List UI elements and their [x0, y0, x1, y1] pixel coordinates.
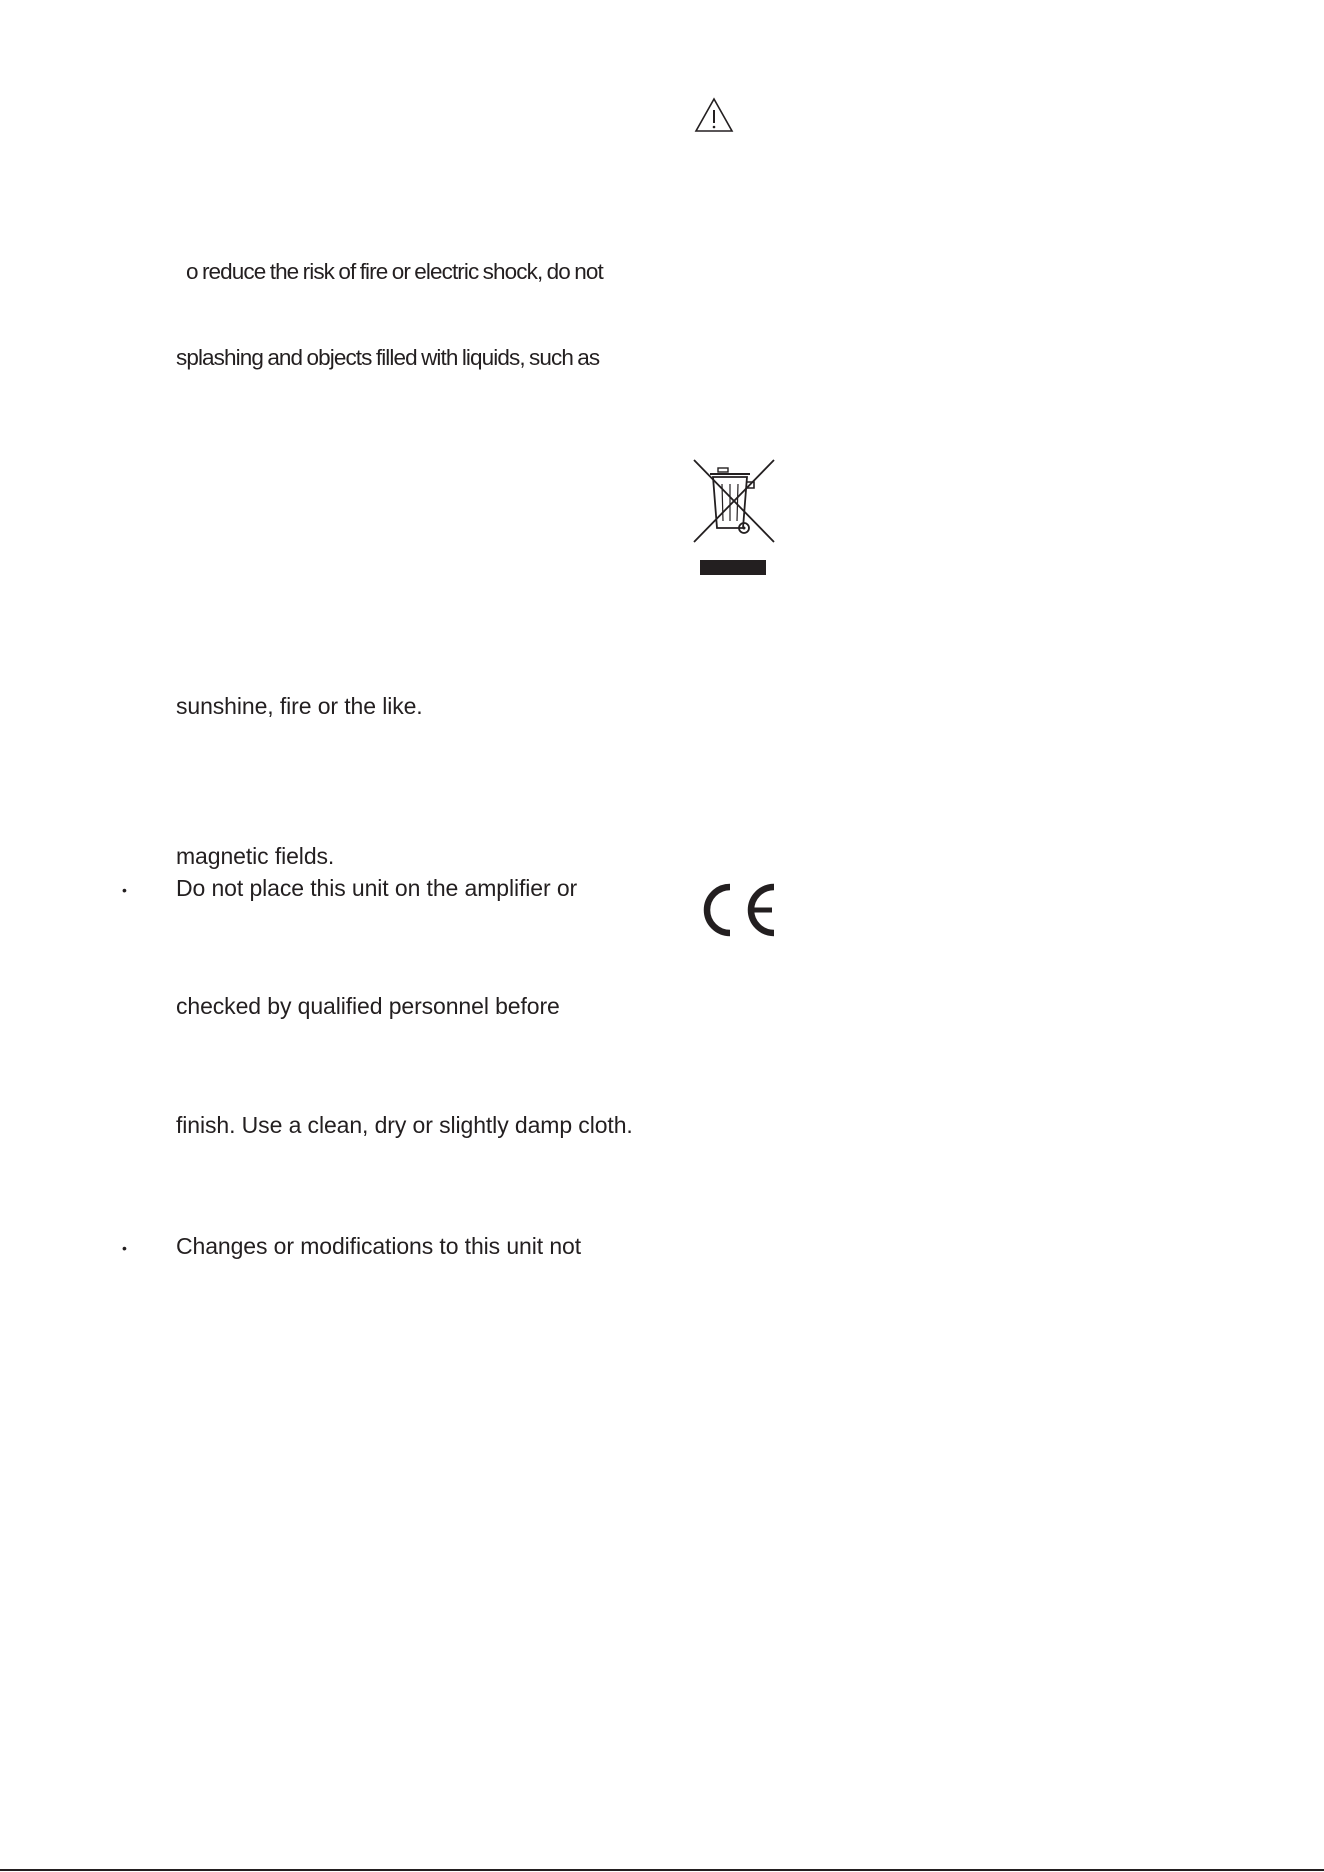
- bullet-marker: •: [122, 882, 127, 898]
- footer-rule: [0, 1869, 1324, 1871]
- text-line-magnetic-fields: magnetic fields.: [176, 843, 335, 869]
- crossed-out-wheelie-bin-icon: [692, 458, 780, 576]
- text-line-finish-cloth: finish. Use a clean, dry or slightly damp cloth.: [176, 1112, 633, 1138]
- text-line-fire-shock: o reduce the risk of fire or electric shock, do not: [186, 259, 603, 284]
- text-line-qualified-personnel: checked by qualified personnel before: [176, 993, 560, 1019]
- text-line-splashing: splashing and objects filled with liquids, such as: [176, 345, 600, 370]
- text-line-amplifier: Do not place this unit on the amplifier or: [176, 875, 578, 901]
- text-line-changes-modifications: Changes or modifications to this unit not: [176, 1233, 582, 1259]
- bullet-marker: •: [122, 1240, 127, 1256]
- warning-triangle-icon: [694, 97, 734, 133]
- ce-mark-icon: [694, 882, 780, 938]
- text-line-sunshine: sunshine, fire or the like.: [176, 693, 423, 719]
